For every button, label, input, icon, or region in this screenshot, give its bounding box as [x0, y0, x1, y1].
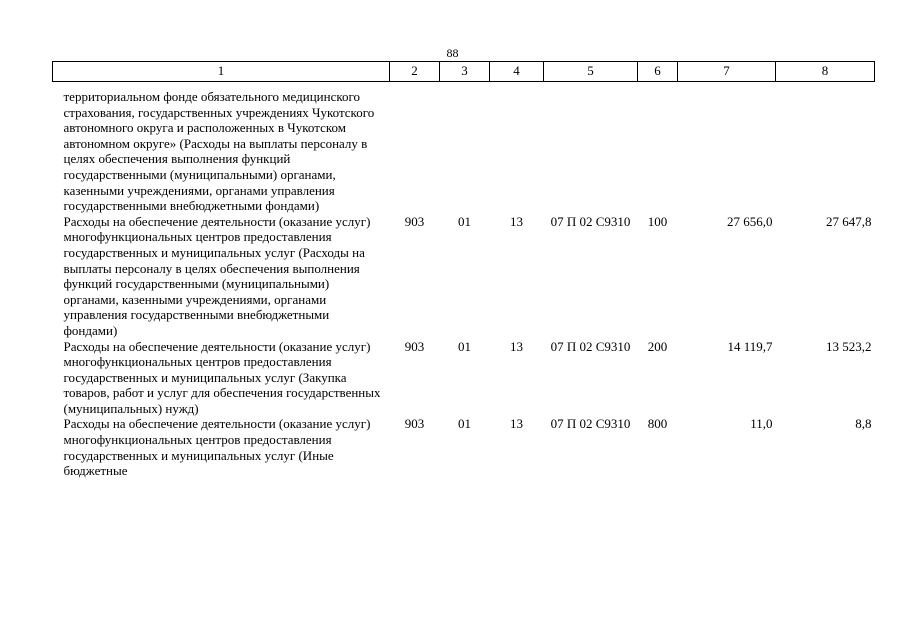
row-plan-amount: 27 656,0	[727, 213, 773, 229]
row-expense-type: 800	[647, 416, 668, 432]
row-section-code	[440, 82, 490, 214]
row-description: территориальном фонде обязательного медицинского страхования, государственных учреждениях Чукотского автономного округа и расположенных в Чукотском автономном округе» (Расходы на выплаты персоналу в целях обеспечения выполнения функций государственными (муниципальными) органами, казенными учреждениями, органами управления государственными внебюджетными фондами)	[63, 89, 375, 214]
row-plan-amount: 14 119,7	[727, 338, 773, 354]
header-row	[53, 62, 875, 82]
header-col-6: 6	[638, 62, 678, 82]
row-target-article: 07 П 02 С9310	[550, 338, 631, 354]
row-target-article: 07 П 02 С9310	[550, 213, 631, 229]
row-section-code: 01	[458, 416, 471, 432]
table-row	[53, 82, 875, 214]
row-ministry-code: 903	[404, 338, 425, 354]
table-header	[53, 62, 875, 82]
row-section-code: 01	[458, 213, 471, 229]
row-actual-amount: 13 523,2	[826, 338, 872, 354]
row-plan-amount: 11,0	[750, 416, 773, 432]
row-actual-amount: 27 647,8	[826, 213, 872, 229]
row-ministry-code: 903	[404, 213, 425, 229]
header-col-4: 4	[490, 62, 544, 82]
header-col-7: 7	[678, 62, 776, 82]
row-plan-amount	[678, 82, 776, 214]
row-ministry-code: 903	[404, 416, 425, 432]
row-subsection-code: 13	[510, 213, 523, 229]
row-description: Расходы на обеспечение деятельности (оказание услуг) многофункциональных центров предоставления государственных и муниципальных услуг (Расходы на выплаты персоналу в целях обеспечения выполнения функций государственными (муниципальными) органами, казенными учреждениями, органами управления государственными внебюджетными фондами)	[63, 213, 371, 338]
row-actual-amount: 8,8	[855, 416, 872, 432]
row-ministry-code	[390, 82, 440, 214]
table-row	[53, 416, 875, 478]
page-number: 88	[446, 46, 459, 60]
row-subsection-code: 13	[510, 338, 523, 354]
row-expense-type: 200	[647, 338, 668, 354]
header-col-2: 2	[390, 62, 440, 82]
header-col-1: 1	[53, 62, 390, 82]
row-actual-amount	[776, 82, 875, 214]
budget-table	[52, 61, 875, 479]
row-description: Расходы на обеспечение деятельности (оказание услуг) многофункциональных центров предоставления государственных и муниципальных услуг (Иные бюджетные	[63, 416, 371, 479]
table-body	[53, 82, 875, 479]
row-expense-type	[638, 82, 678, 214]
row-target-article: 07 П 02 С9310	[550, 416, 631, 432]
header-col-3: 3	[440, 62, 490, 82]
row-subsection-code	[490, 82, 544, 214]
table-row	[53, 214, 875, 339]
row-subsection-code: 13	[510, 416, 523, 432]
row-expense-type: 100	[647, 213, 668, 229]
header-col-8: 8	[776, 62, 875, 82]
header-col-5: 5	[544, 62, 638, 82]
table-row	[53, 339, 875, 417]
row-section-code: 01	[458, 338, 471, 354]
row-description: Расходы на обеспечение деятельности (оказание услуг) многофункциональных центров предоставления государственных и муниципальных услуг (Закупка товаров, работ и услуг для обеспечения государственных (муниципальных) нужд)	[63, 338, 381, 416]
row-target-article	[544, 82, 638, 214]
